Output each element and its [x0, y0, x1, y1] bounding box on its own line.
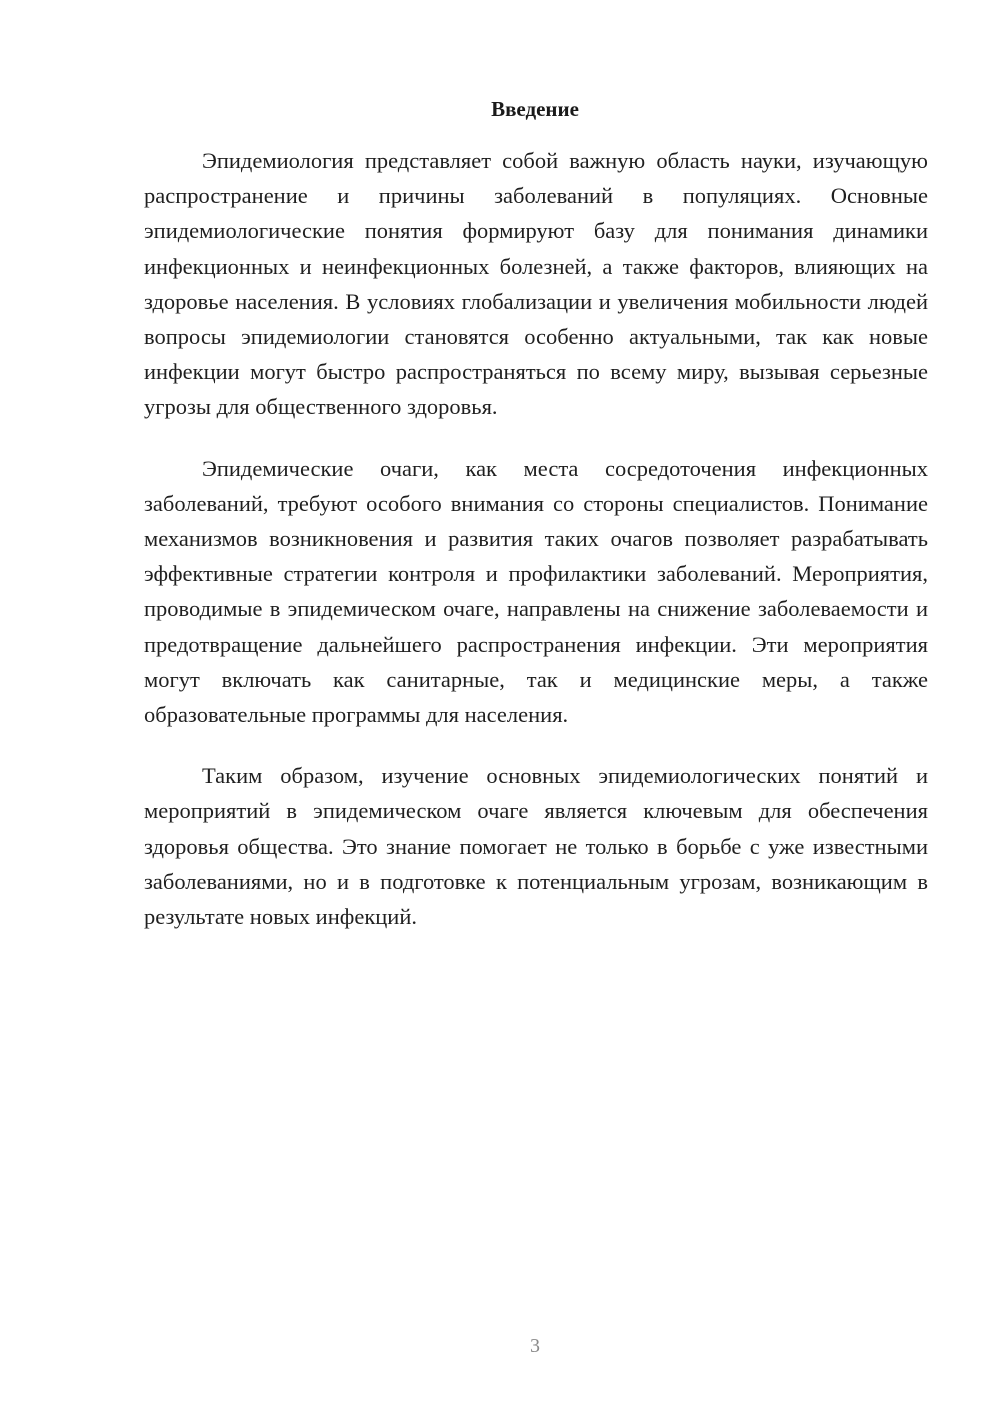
section-title: Введение: [491, 97, 579, 121]
page-number: 3: [530, 1335, 540, 1357]
paragraph-2: Эпидемические очаги, как места сосредоточения инфекционных заболеваний, требуют особого внимания со стороны специалистов. Понимание механизмов возникновения и развития таких очагов позволяет разрабатывать эффективные стратегии контроля и профилактики заболеваний. Мероприятия, проводимые в эпидемическом очаге, направлены на снижение заболеваемости и предотвращение дальнейшего распространения инфекции. Эти мероприятия могут включать как санитарные, так и медицинские меры, а также образовательные программы для населения.: [144, 455, 928, 728]
paragraph-3: Таким образом, изучение основных эпидемиологических понятий и мероприятий в эпидемическом очаге является ключевым для обеспечения здоровья общества. Это знание помогает не только в борьбе с уже известными заболеваниями, но и в подготовке к потенциальным угрозам, возникающим в результате новых инфекций.: [144, 763, 928, 930]
paragraph-1: Эпидемиология представляет собой важную область науки, изучающую распространение и причины заболеваний в популяциях. Основные эпидемиологические понятия формируют базу для понимания динамики инфекционных и неинфекционных болезней, а также факторов, влияющих на здоровье населения. В условиях глобализации и увеличения мобильности людей вопросы эпидемиологии становятся особенно актуальными, так как новые инфекции могут быстро распространяться по всему миру, вызывая серьезные угрозы для общественного здоровья.: [144, 148, 928, 420]
body-text: [144, 143, 928, 934]
